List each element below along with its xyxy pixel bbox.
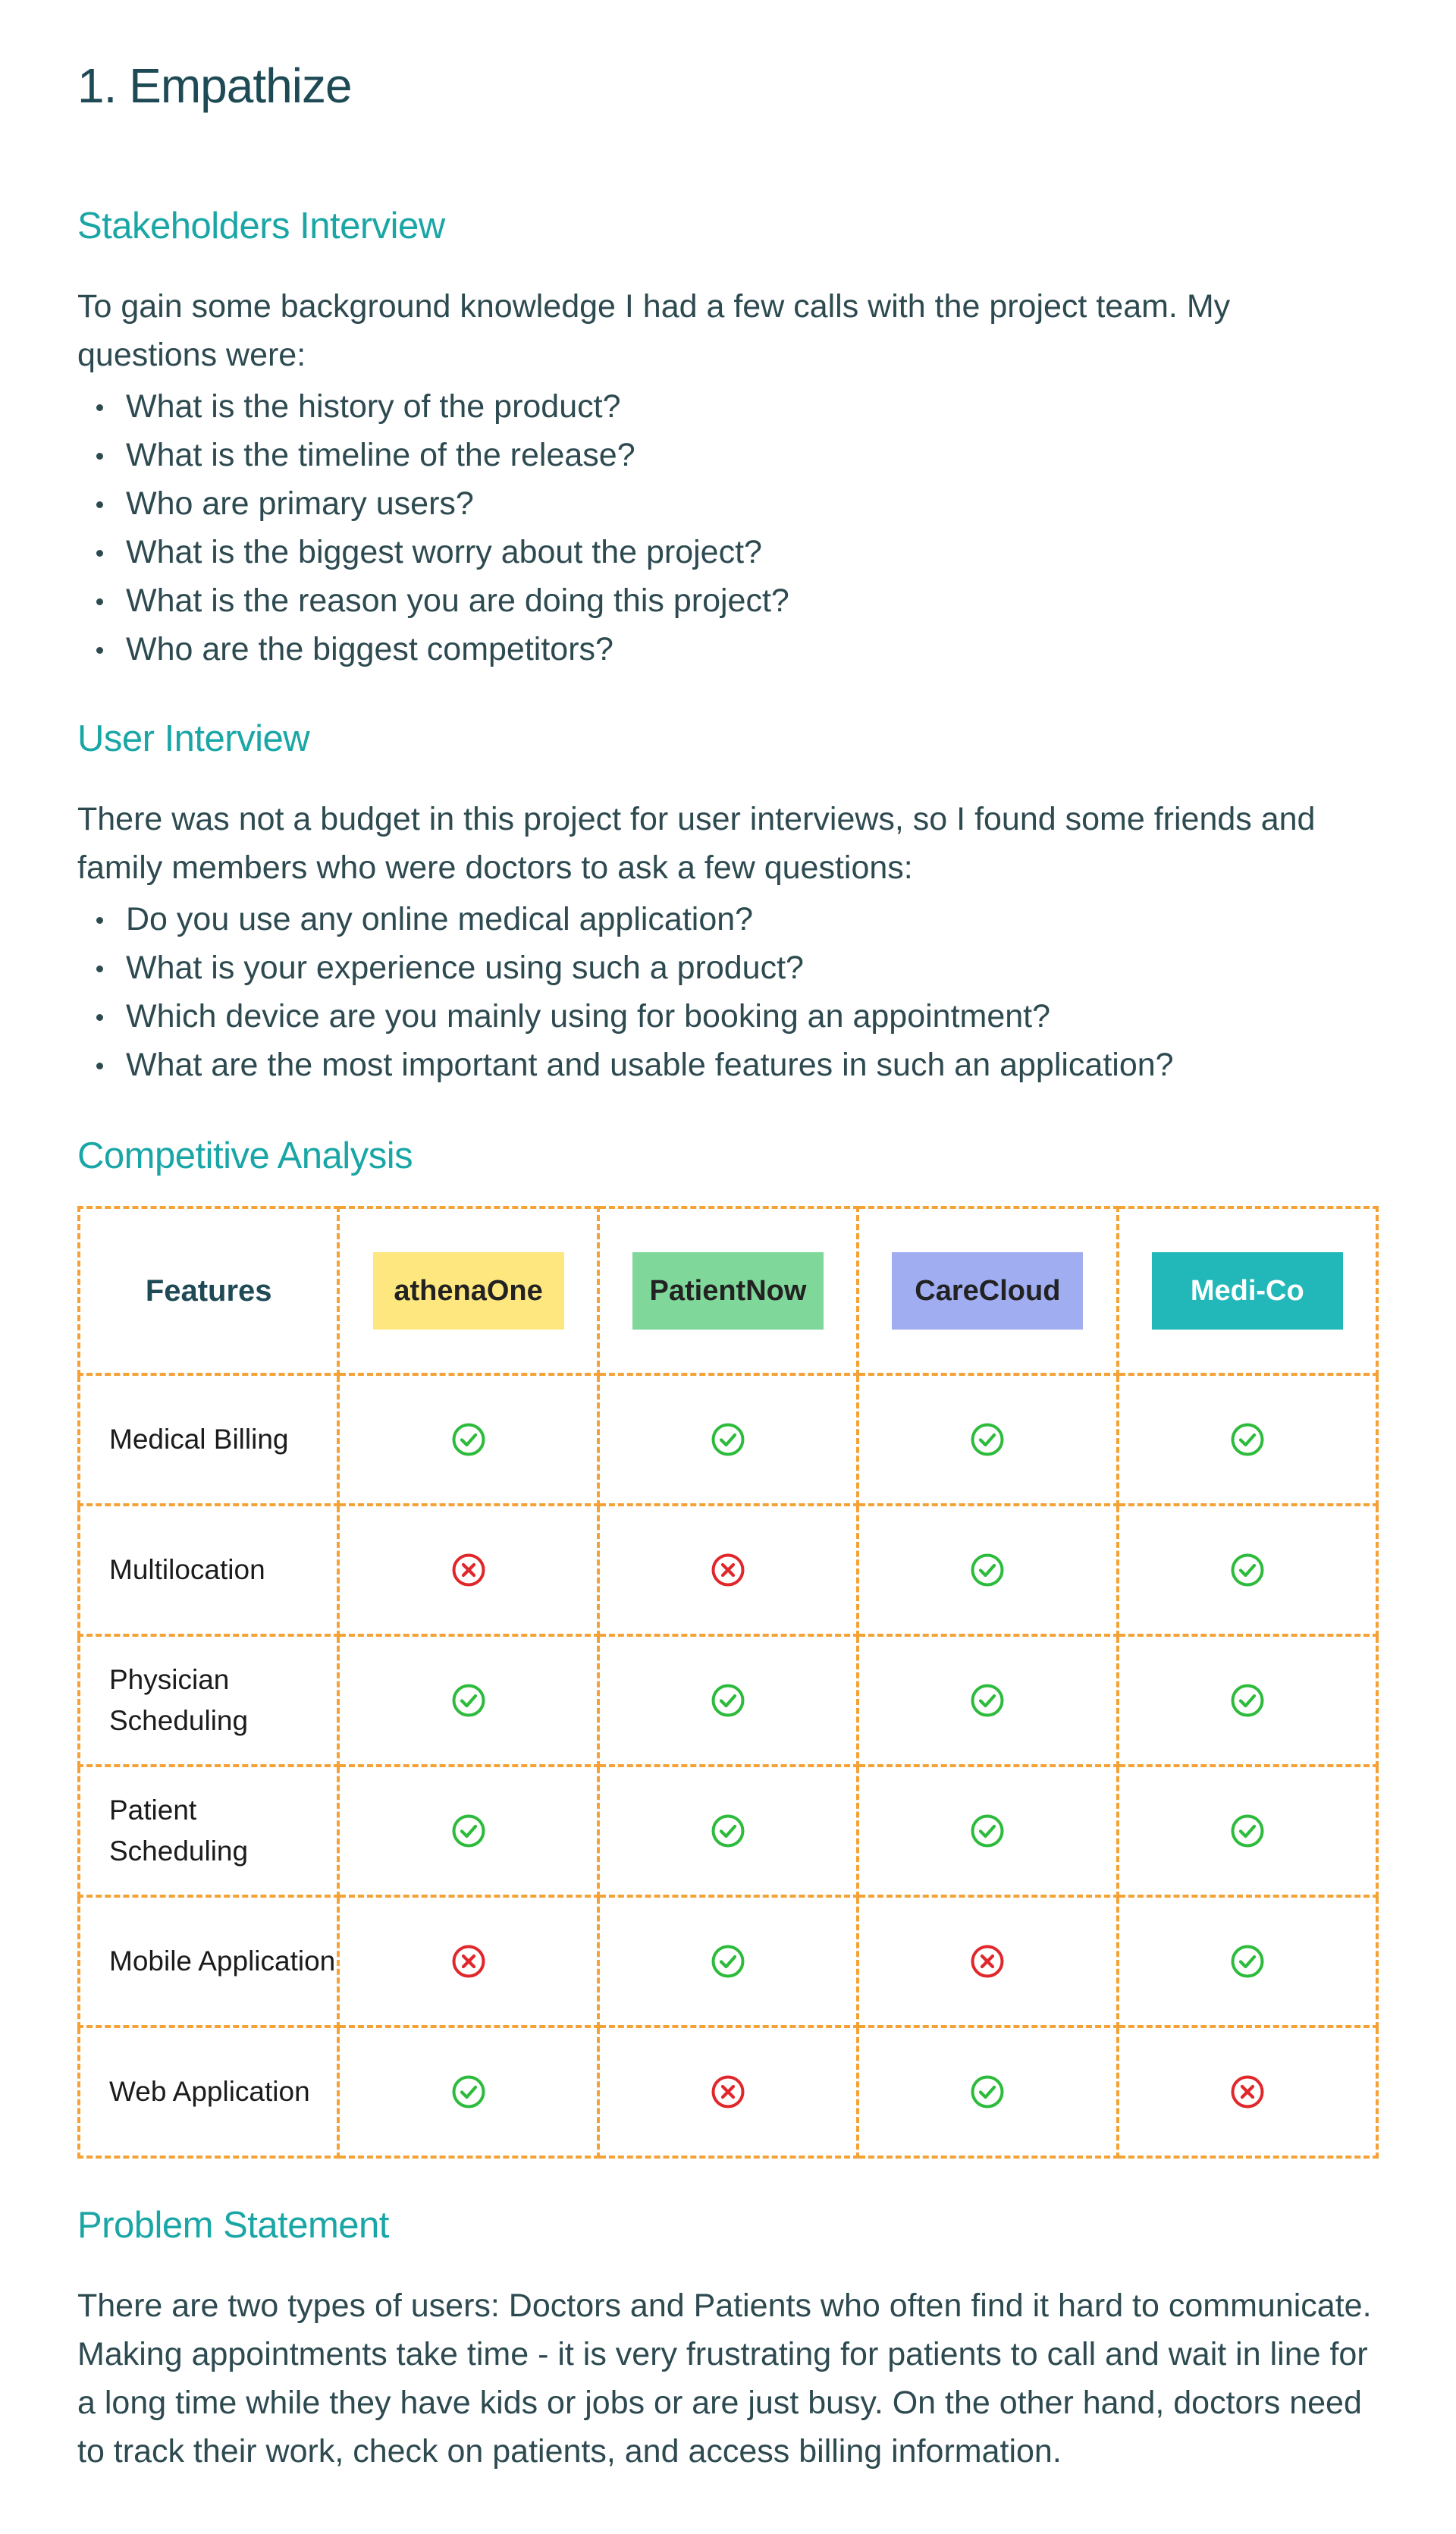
check-circle-icon: [1119, 1553, 1376, 1587]
problem-statement-text: There are two types of users: Doctors and Patients who often find it hard to communicate. Making appointments take time - it is very frustrating for patients to call and wait in line for a long time while they have kids or jobs or are just busy. On the other hand, doctors need to track their work, check on patients, and access billing information.: [77, 2288, 1372, 2470]
feature-name-cell: Medical Billing: [79, 1374, 338, 1505]
content: [77, 44, 1379, 2476]
list-item: Who are the biggest competitors?: [77, 625, 1379, 674]
support-cell: [338, 2027, 598, 2157]
support-cell: [858, 1896, 1117, 2027]
check-circle-icon: [600, 1683, 856, 1718]
support-cell: [1118, 1374, 1377, 1505]
check-circle-icon: [340, 1683, 596, 1718]
support-cell: [598, 1374, 858, 1505]
support-cell: [858, 1635, 1117, 1766]
support-cell: [1118, 1635, 1377, 1766]
list-item: What are the most important and usable features in such an application?: [77, 1041, 1379, 1089]
support-cell: [1118, 1766, 1377, 1896]
support-cell: [338, 1896, 598, 2027]
competitor-header: [1118, 1207, 1377, 1374]
competitor-badge: CareCloud: [892, 1252, 1083, 1330]
support-cell: [1118, 1505, 1377, 1635]
table-row: [79, 1374, 1377, 1505]
competitive-table-body: [79, 1374, 1377, 2157]
check-circle-icon: [340, 2074, 596, 2109]
table-header-row: [79, 1207, 1377, 1374]
table-row: [79, 2027, 1377, 2157]
support-cell: [858, 2027, 1117, 2157]
x-circle-icon: [600, 1553, 856, 1587]
check-circle-icon: [1119, 1683, 1376, 1718]
stakeholders-heading: Stakeholders Interview: [77, 206, 445, 246]
check-circle-icon: [859, 1422, 1116, 1457]
check-circle-icon: [1119, 1944, 1376, 1979]
support-cell: [338, 1505, 598, 1635]
check-circle-icon: [1119, 1813, 1376, 1848]
list-item: What is your experience using such a product?: [77, 944, 1379, 992]
support-cell: [598, 1896, 858, 2027]
check-circle-icon: [340, 1422, 596, 1457]
check-circle-icon: [600, 1944, 856, 1979]
list-item: What is the timeline of the release?: [77, 431, 1379, 479]
list-item: Do you use any online medical application?: [77, 895, 1379, 944]
list-item: Which device are you mainly using for booking an appointment?: [77, 992, 1379, 1041]
competitor-badge: PatientNow: [632, 1252, 824, 1330]
feature-name-cell: Patient Scheduling: [79, 1766, 338, 1896]
stakeholders-question-list: [77, 382, 1379, 674]
check-circle-icon: [600, 1813, 856, 1848]
x-circle-icon: [859, 1944, 1116, 1979]
check-circle-icon: [859, 2074, 1116, 2109]
table-row: [79, 1766, 1377, 1896]
check-circle-icon: [859, 1553, 1116, 1587]
support-cell: [338, 1374, 598, 1505]
check-circle-icon: [859, 1813, 1116, 1848]
user-interview-intro: There was not a budget in this project for user interviews, so I found some friends and family members who were doctors to ask a few questions:: [77, 801, 1316, 886]
check-circle-icon: [1119, 1422, 1376, 1457]
x-circle-icon: [340, 1553, 596, 1587]
support-cell: [338, 1635, 598, 1766]
table-row: [79, 1635, 1377, 1766]
support-cell: [1118, 2027, 1377, 2157]
feature-name-cell: Physician Scheduling: [79, 1635, 338, 1766]
support-cell: [858, 1505, 1117, 1635]
feature-name-cell: Multilocation: [79, 1505, 338, 1635]
support-cell: [598, 2027, 858, 2157]
support-cell: [858, 1374, 1117, 1505]
table-row: [79, 1896, 1377, 2027]
page-title: 1. Empathize: [77, 58, 352, 113]
support-cell: [338, 1766, 598, 1896]
x-circle-icon: [340, 1944, 596, 1979]
list-item: What is the reason you are doing this project?: [77, 576, 1379, 625]
list-item: What is the biggest worry about the project?: [77, 528, 1379, 576]
check-circle-icon: [859, 1683, 1116, 1718]
user-interview-heading: User Interview: [77, 718, 310, 759]
competitor-header: [858, 1207, 1117, 1374]
table-row: [79, 1505, 1377, 1635]
support-cell: [858, 1766, 1117, 1896]
competitor-badge: Medi-Co: [1152, 1252, 1343, 1330]
competitor-header: [598, 1207, 858, 1374]
x-circle-icon: [600, 2074, 856, 2109]
support-cell: [598, 1766, 858, 1896]
problem-statement-heading: Problem Statement: [77, 2205, 389, 2246]
competitive-analysis-table: [77, 1206, 1379, 2159]
features-column-header: Features: [79, 1207, 338, 1374]
list-item: Who are primary users?: [77, 479, 1379, 528]
check-circle-icon: [600, 1422, 856, 1457]
support-cell: [598, 1635, 858, 1766]
support-cell: [1118, 1896, 1377, 2027]
list-item: What is the history of the product?: [77, 382, 1379, 431]
check-circle-icon: [340, 1813, 596, 1848]
x-circle-icon: [1119, 2074, 1376, 2109]
support-cell: [598, 1505, 858, 1635]
competitor-header: [338, 1207, 598, 1374]
competitor-badge: athenaOne: [373, 1252, 564, 1330]
feature-name-cell: Web Application: [79, 2027, 338, 2157]
user-interview-question-list: [77, 895, 1379, 1089]
stakeholders-intro: To gain some background knowledge I had a few calls with the project team. My questions were:: [77, 288, 1231, 373]
competitive-analysis-heading: Competitive Analysis: [77, 1135, 413, 1176]
feature-name-cell: Mobile Application: [79, 1896, 338, 2027]
